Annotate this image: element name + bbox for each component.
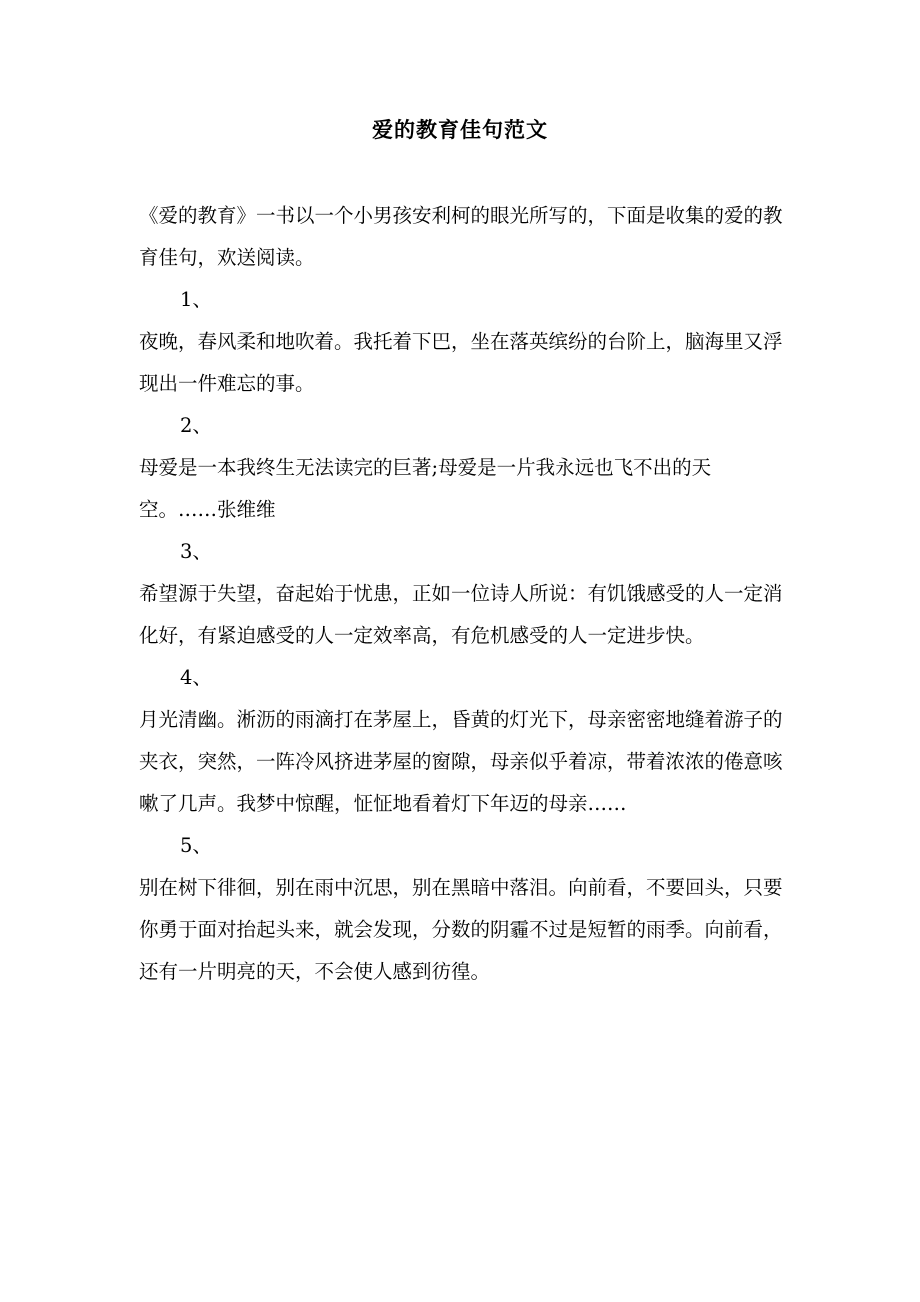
document-body: [139, 195, 784, 993]
item-text-3: 希望源于失望，奋起始于忧患，正如一位诗人所说：有饥饿感受的人一定消化好，有紧迫感受的人一定效率高，有危机感受的人一定进步快。: [139, 582, 783, 647]
item-text-4: 月光清幽。淅沥的雨滴打在茅屋上，昏黄的灯光下，母亲密密地缝着游子的夹衣，突然，一阵冷风挤进茅屋的窗隙，母亲似乎着凉，带着浓浓的倦意咳嗽了几声。我梦中惊醒，怔怔地看着灯下年迈的母亲……: [139, 708, 783, 815]
item-text-5: 别在树下徘徊，别在雨中沉思，别在黑暗中落泪。向前看，不要回头，只要你勇于面对抬起头来，就会发现，分数的阴霾不过是短暂的雨季。向前看，还有一片明亮的天，不会使人感到彷徨。: [139, 876, 783, 983]
item-number-3: 3、: [180, 540, 212, 563]
item-text-1: 夜晚，春风柔和地吹着。我托着下巴，坐在落英缤纷的台阶上，脑海里又浮现出一件难忘的事。: [139, 330, 783, 395]
item-number-5: 5、: [180, 834, 212, 857]
item-number-2: 2、: [180, 414, 212, 437]
document-title: 爱的教育佳句范文: [372, 117, 548, 142]
item-number-4: 4、: [180, 666, 212, 689]
item-number-1: 1、: [180, 288, 212, 311]
item-text-2: 母爱是一本我终生无法读完的巨著;母爱是一片我永远也飞不出的天空。……张维维: [139, 456, 712, 521]
intro-paragraph: 《爱的教育》一书以一个小男孩安利柯的眼光所写的，下面是收集的爱的教育佳句，欢送阅读。: [139, 204, 783, 269]
